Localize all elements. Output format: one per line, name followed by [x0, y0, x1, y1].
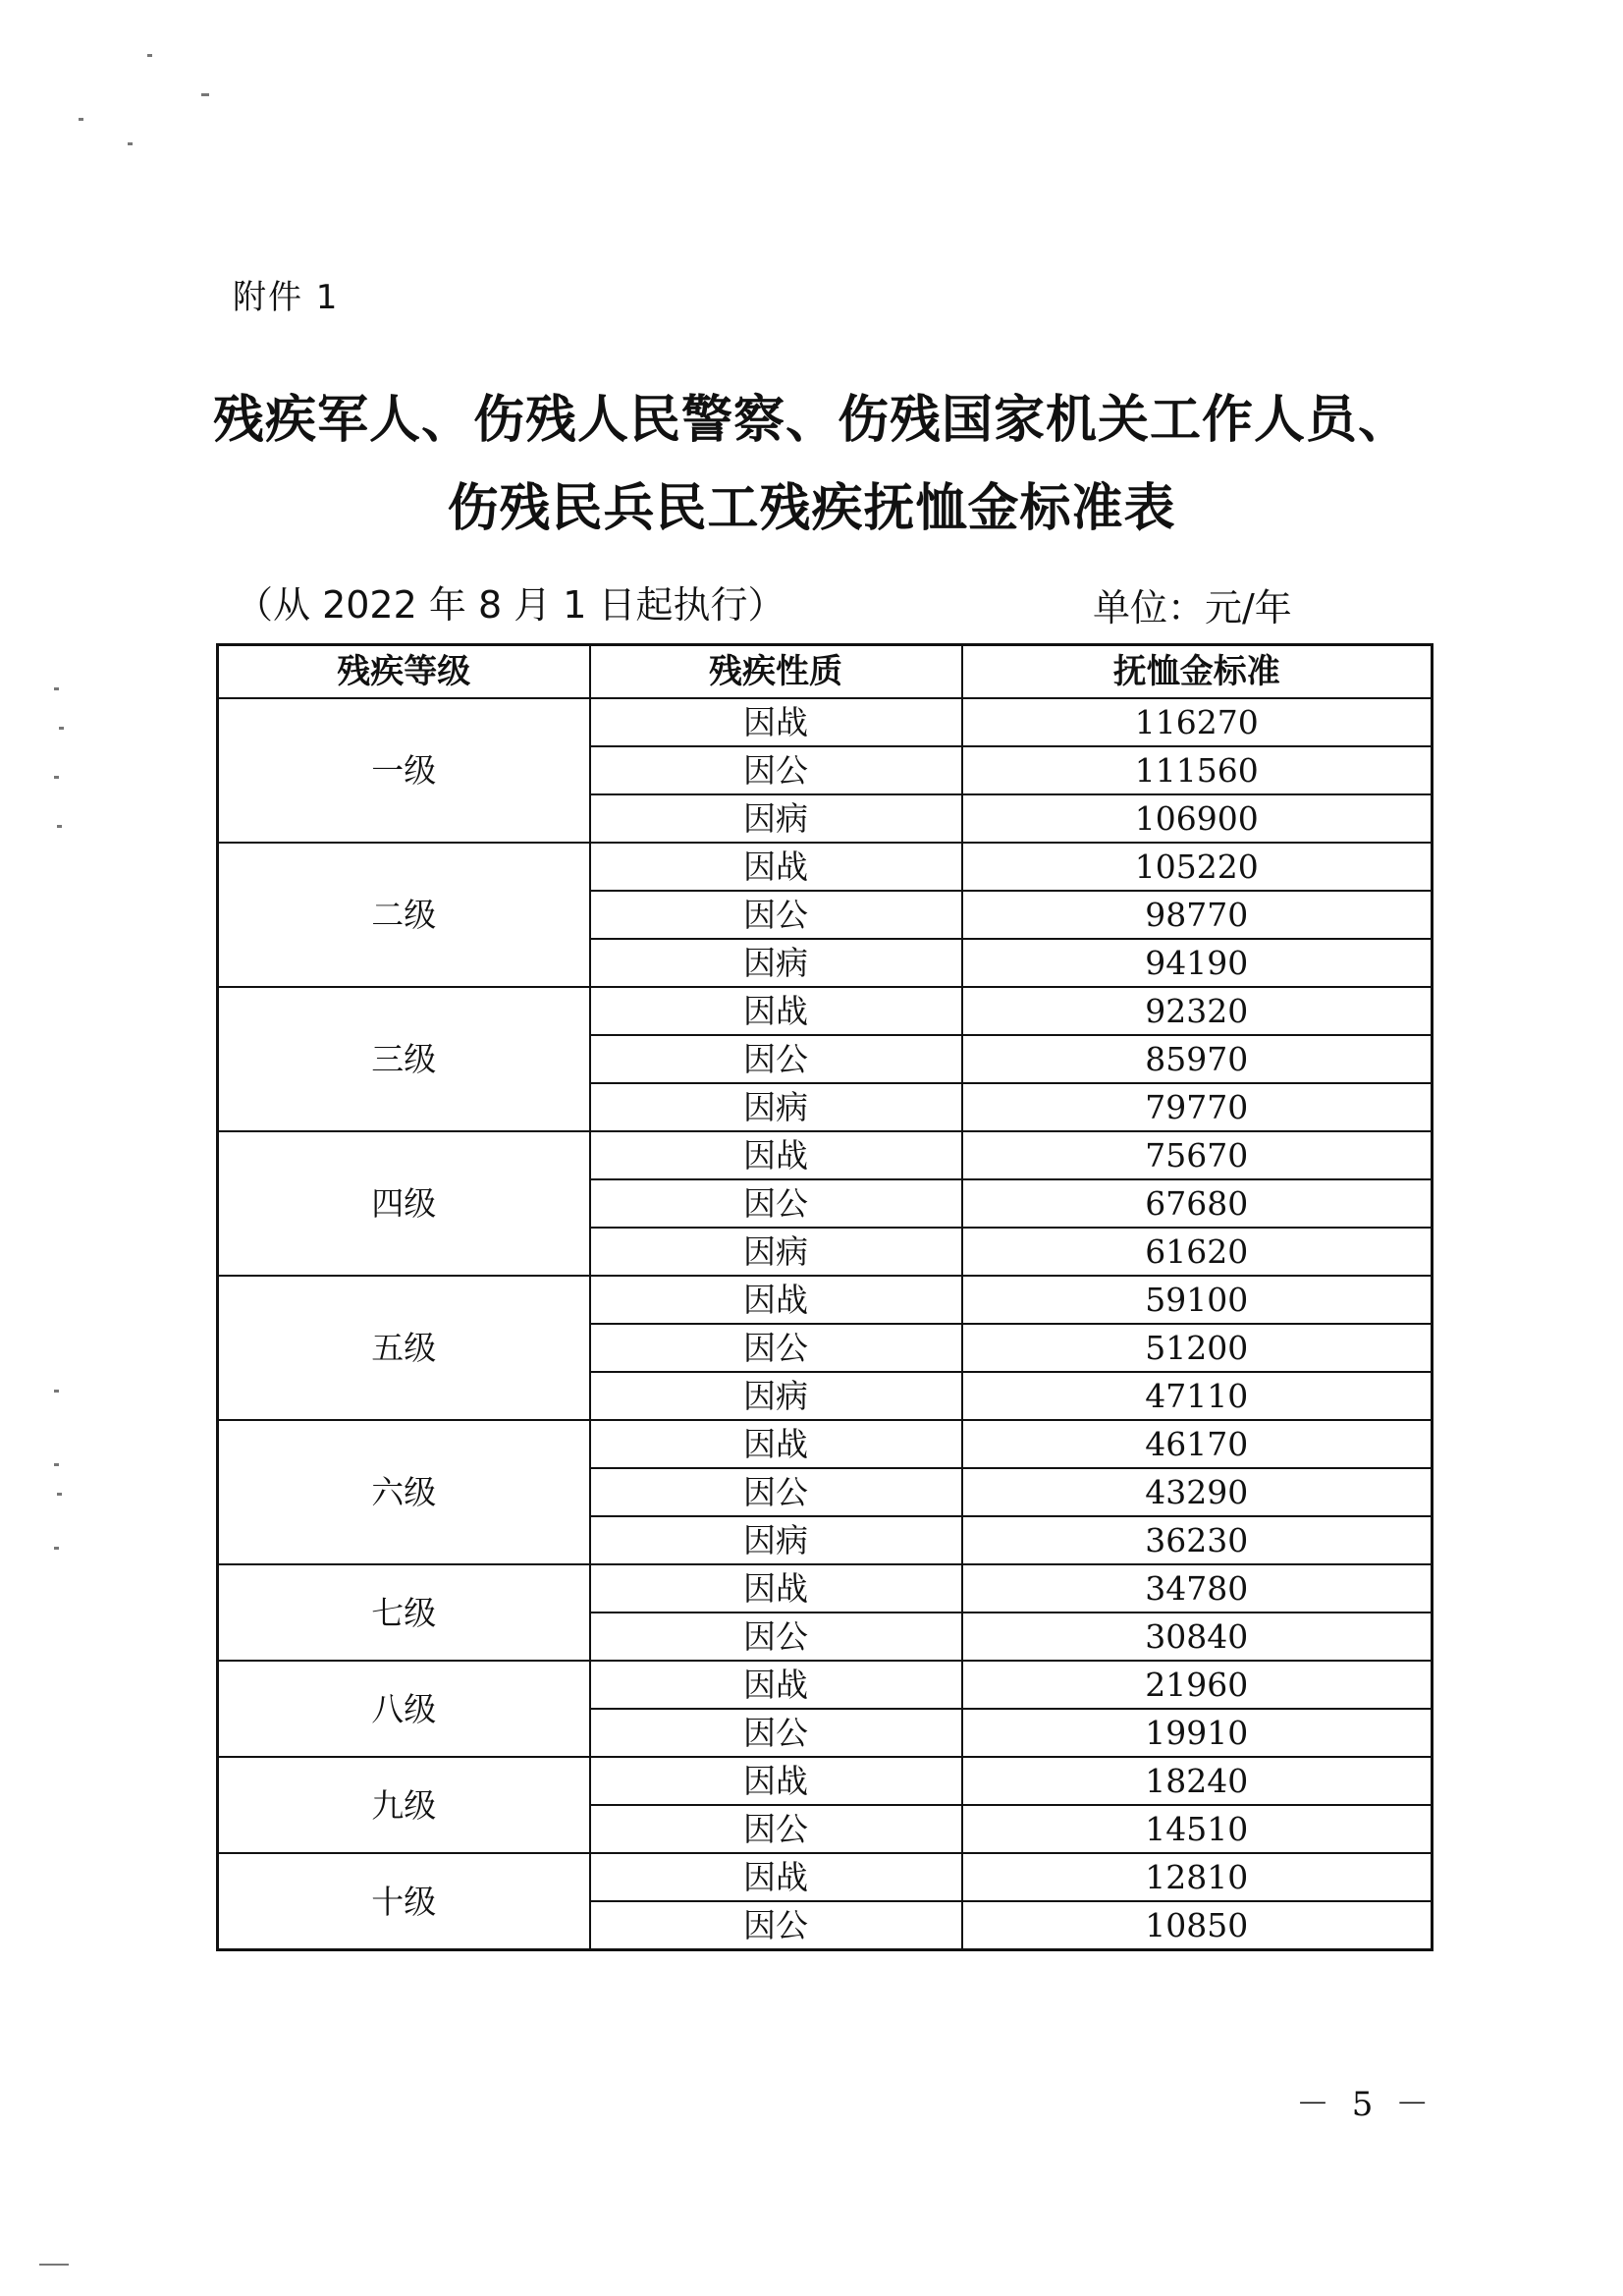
scan-speck [128, 142, 133, 145]
pension-amount-cell: 46170 [962, 1420, 1433, 1468]
pension-amount-cell: 47110 [962, 1372, 1433, 1420]
table-row [218, 1661, 1433, 1709]
scan-speck [201, 93, 209, 96]
pension-amount-cell: 43290 [962, 1468, 1433, 1516]
scan-speck [79, 118, 83, 121]
effective-date-note: （从 2022 年 8 月 1 日起执行） [236, 583, 785, 627]
pension-standard-table [216, 643, 1434, 1951]
disability-nature-cell: 因战 [590, 1853, 962, 1901]
table-header-row [218, 645, 1433, 699]
pension-amount-cell: 30840 [962, 1613, 1433, 1661]
pension-amount-cell: 10850 [962, 1901, 1433, 1950]
disability-nature-cell: 因战 [590, 1276, 962, 1324]
disability-level-cell: 二级 [218, 843, 590, 987]
disability-nature-cell: 因病 [590, 794, 962, 843]
table-row [218, 1420, 1433, 1468]
table-row [218, 987, 1433, 1035]
disability-nature-cell: 因公 [590, 1709, 962, 1757]
disability-nature-cell: 因公 [590, 1179, 962, 1228]
table-row [218, 843, 1433, 891]
pension-amount-cell: 79770 [962, 1083, 1433, 1131]
pension-amount-cell: 67680 [962, 1179, 1433, 1228]
pension-amount-cell: 105220 [962, 843, 1433, 891]
disability-level-cell: 六级 [218, 1420, 590, 1564]
pension-amount-cell: 36230 [962, 1516, 1433, 1564]
disability-nature-cell: 因战 [590, 1757, 962, 1805]
document-title-line-1: 残疾军人、伤残人民警察、伤残国家机关工作人员、 [212, 391, 1410, 450]
pension-amount-cell: 94190 [962, 939, 1433, 987]
pension-amount-cell: 106900 [962, 794, 1433, 843]
disability-nature-cell: 因公 [590, 1901, 962, 1950]
table-row [218, 1757, 1433, 1805]
disability-level-cell: 四级 [218, 1131, 590, 1276]
disability-level-cell: 七级 [218, 1564, 590, 1661]
pension-amount-cell: 116270 [962, 698, 1433, 746]
unit-note: 单位：元/年 [1093, 586, 1292, 629]
disability-nature-cell: 因战 [590, 843, 962, 891]
scan-speck [57, 1493, 62, 1496]
disability-nature-cell: 因战 [590, 1420, 962, 1468]
pension-amount-cell: 61620 [962, 1228, 1433, 1276]
disability-nature-cell: 因公 [590, 1805, 962, 1853]
disability-nature-cell: 因病 [590, 939, 962, 987]
pension-amount-cell: 75670 [962, 1131, 1433, 1179]
pension-amount-cell: 59100 [962, 1276, 1433, 1324]
disability-level-cell: 九级 [218, 1757, 590, 1853]
disability-nature-cell: 因战 [590, 1131, 962, 1179]
disability-nature-cell: 因病 [590, 1372, 962, 1420]
table-body [218, 698, 1433, 1950]
page-number: － 5 － [1296, 2085, 1435, 2124]
header-disability-nature: 残疾性质 [590, 645, 962, 699]
attachment-label: 附件 1 [233, 278, 340, 317]
table-row [218, 1564, 1433, 1613]
disability-nature-cell: 因病 [590, 1083, 962, 1131]
table-row [218, 1131, 1433, 1179]
scan-speck [39, 2264, 69, 2266]
scan-speck [54, 1547, 59, 1550]
scan-speck [54, 1390, 59, 1393]
pension-amount-cell: 12810 [962, 1853, 1433, 1901]
pension-amount-cell: 85970 [962, 1035, 1433, 1083]
disability-level-cell: 五级 [218, 1276, 590, 1420]
pension-amount-cell: 21960 [962, 1661, 1433, 1709]
scan-speck [54, 687, 59, 690]
disability-nature-cell: 因公 [590, 1468, 962, 1516]
pension-amount-cell: 18240 [962, 1757, 1433, 1805]
disability-nature-cell: 因公 [590, 891, 962, 939]
pension-amount-cell: 98770 [962, 891, 1433, 939]
table-row [218, 1853, 1433, 1901]
disability-nature-cell: 因公 [590, 1324, 962, 1372]
disability-level-cell: 一级 [218, 698, 590, 843]
disability-level-cell: 八级 [218, 1661, 590, 1757]
scan-speck [54, 1463, 59, 1466]
header-disability-level: 残疾等级 [218, 645, 590, 699]
pension-amount-cell: 51200 [962, 1324, 1433, 1372]
disability-nature-cell: 因战 [590, 698, 962, 746]
disability-nature-cell: 因战 [590, 987, 962, 1035]
pension-amount-cell: 111560 [962, 746, 1433, 794]
disability-nature-cell: 因战 [590, 1564, 962, 1613]
disability-nature-cell: 因公 [590, 1035, 962, 1083]
disability-nature-cell: 因战 [590, 1661, 962, 1709]
disability-nature-cell: 因病 [590, 1516, 962, 1564]
pension-amount-cell: 34780 [962, 1564, 1433, 1613]
pension-amount-cell: 19910 [962, 1709, 1433, 1757]
table-row [218, 1276, 1433, 1324]
disability-level-cell: 三级 [218, 987, 590, 1131]
header-pension-standard: 抚恤金标准 [962, 645, 1433, 699]
pension-amount-cell: 14510 [962, 1805, 1433, 1853]
document-title-line-2: 伤残民兵民工残疾抚恤金标准表 [447, 479, 1176, 538]
scan-speck [54, 776, 59, 779]
disability-nature-cell: 因病 [590, 1228, 962, 1276]
scan-speck [147, 54, 152, 57]
table-row [218, 698, 1433, 746]
scan-speck [57, 825, 62, 828]
pension-amount-cell: 92320 [962, 987, 1433, 1035]
disability-nature-cell: 因公 [590, 746, 962, 794]
disability-level-cell: 十级 [218, 1853, 590, 1950]
scan-speck [59, 727, 64, 730]
disability-nature-cell: 因公 [590, 1613, 962, 1661]
